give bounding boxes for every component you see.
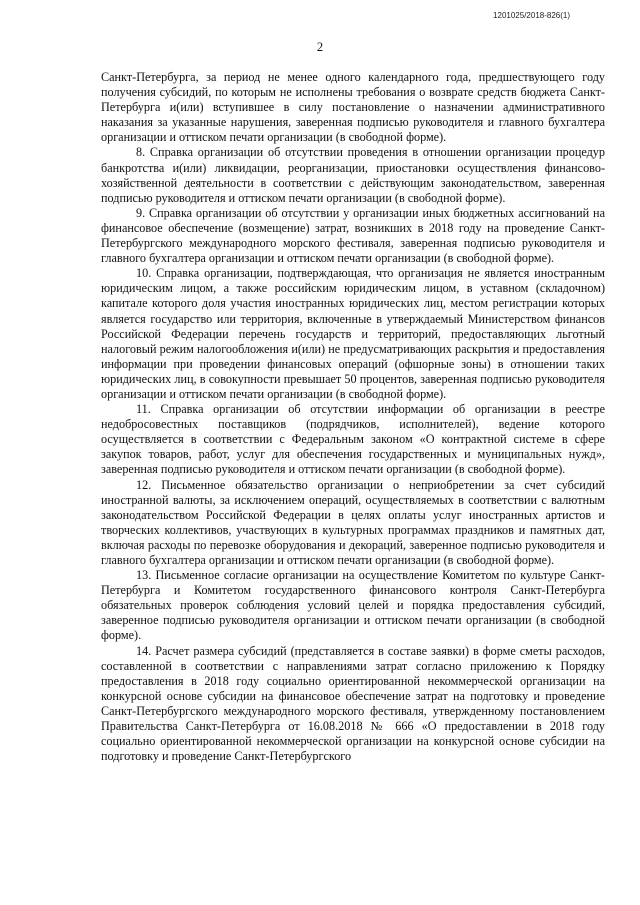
- document-id: 1201025/2018-826(1): [493, 11, 570, 20]
- document-body: [101, 70, 605, 764]
- paragraph-item-11: 11. Справка организации об отсутствии информации об организации в реестре недобросовестных поставщиков (подрядчиков, исполнителей), ведение которого осуществляется в соответствии с Федеральным законом «О контрактной системе в сфере закупок товаров, работ, услуг для обеспечения государственных и муниципальных нужд», заверенная подписью руководителя и оттиском печати организации (в свободной форме).: [101, 402, 605, 477]
- paragraph-item-14: 14. Расчет размера субсидий (представляется в составе заявки) в форме сметы расходов, составленной в соответствии с направлениями затрат согласно приложению к Порядку предоставления в 2018 году социально ориентированной некоммерческой организации на конкурсной основе субсидии на финансовое обеспечение затрат на подготовку и проведение Санкт-Петербургского международного морского фестиваля, утвержденному постановлением Правительства Санкт-Петербурга от 16.08.2018 № 666 «О предоставлении в 2018 году социально ориентированной некоммерческой организации на конкурсной основе субсидии на подготовку и проведение Санкт-Петербургского: [101, 643, 605, 764]
- paragraph-item-8: 8. Справка организации об отсутствии проведения в отношении организации процедур банкротства и(или) ликвидации, реорганизации, приостановки осуществления финансово-хозяйственной деятельности в соответствии с действующим законодательством, заверенная подписью руководителя и оттиском печати организации (в свободной форме).: [101, 145, 605, 205]
- paragraph-item-12: 12. Письменное обязательство организации о неприобретении за счет субсидий иностранной валюты, за исключением операций, осуществляемых в соответствии с валютным законодательством Российской Федерации в целях оплаты услуг иностранных артистов и творческих коллективов, участвующих в культурных программах праздников и памятных дат, включая расходы по перевозке оборудования и декораций, заверенное подписью руководителя и главного бухгалтера организации и оттиском печати организации (в свободной форме).: [101, 477, 605, 567]
- paragraph-item-9: 9. Справка организации об отсутствии у организации иных бюджетных ассигнований на финансовое обеспечение (возмещение) затрат, возникших в 2018 году на проведение Санкт-Петербургского международного морского фестиваля, заверенная подписью руководителя и главного бухгалтера организации и оттиском печати организации (в свободной форме).: [101, 205, 605, 266]
- page-number: 2: [316, 40, 324, 54]
- paragraph-item-10: 10. Справка организации, подтверждающая, что организация не является иностранным юридическим лицом, а также российским юридическим лицом, в уставном (складочном) капитале которого доля участия иностранных юридических лиц, местом регистрации которых является государство или территория, включенные в утверждаемый Министерством финансов Российской Федерации перечень государств и территорий, предоставляющих льготный налоговый режим налогообложения и(или) не предусматривающих раскрытия и предоставления информации при проведении финансовых операций (офшорные зоны) в отношении таких юридических лиц, в совокупности превышает 50 процентов, заверенная подписью руководителя организации и оттиском печати организации (в свободной форме).: [101, 266, 605, 401]
- paragraph-item-13: 13. Письменное согласие организации на осуществление Комитетом по культуре Санкт-Петербурга и Комитетом государственного финансового контроля Санкт-Петербурга обязательных проверок соблюдения условий целей и порядка предоставления субсидий, заверенное подписью руководителя организации и оттиском печати организации (в свободной форме).: [101, 568, 605, 643]
- paragraph-continuation: Санкт-Петербурга, за период не менее одного календарного года, предшествующего году получения субсидий, по которым не исполнены требования о возврате средств бюджета Санкт-Петербурга и(или) вступившее в силу постановление о назначении административного наказания за указанные нарушения, заверенная подписью руководителя и главного бухгалтера организации и оттиском печати организации (в свободной форме).: [101, 70, 605, 145]
